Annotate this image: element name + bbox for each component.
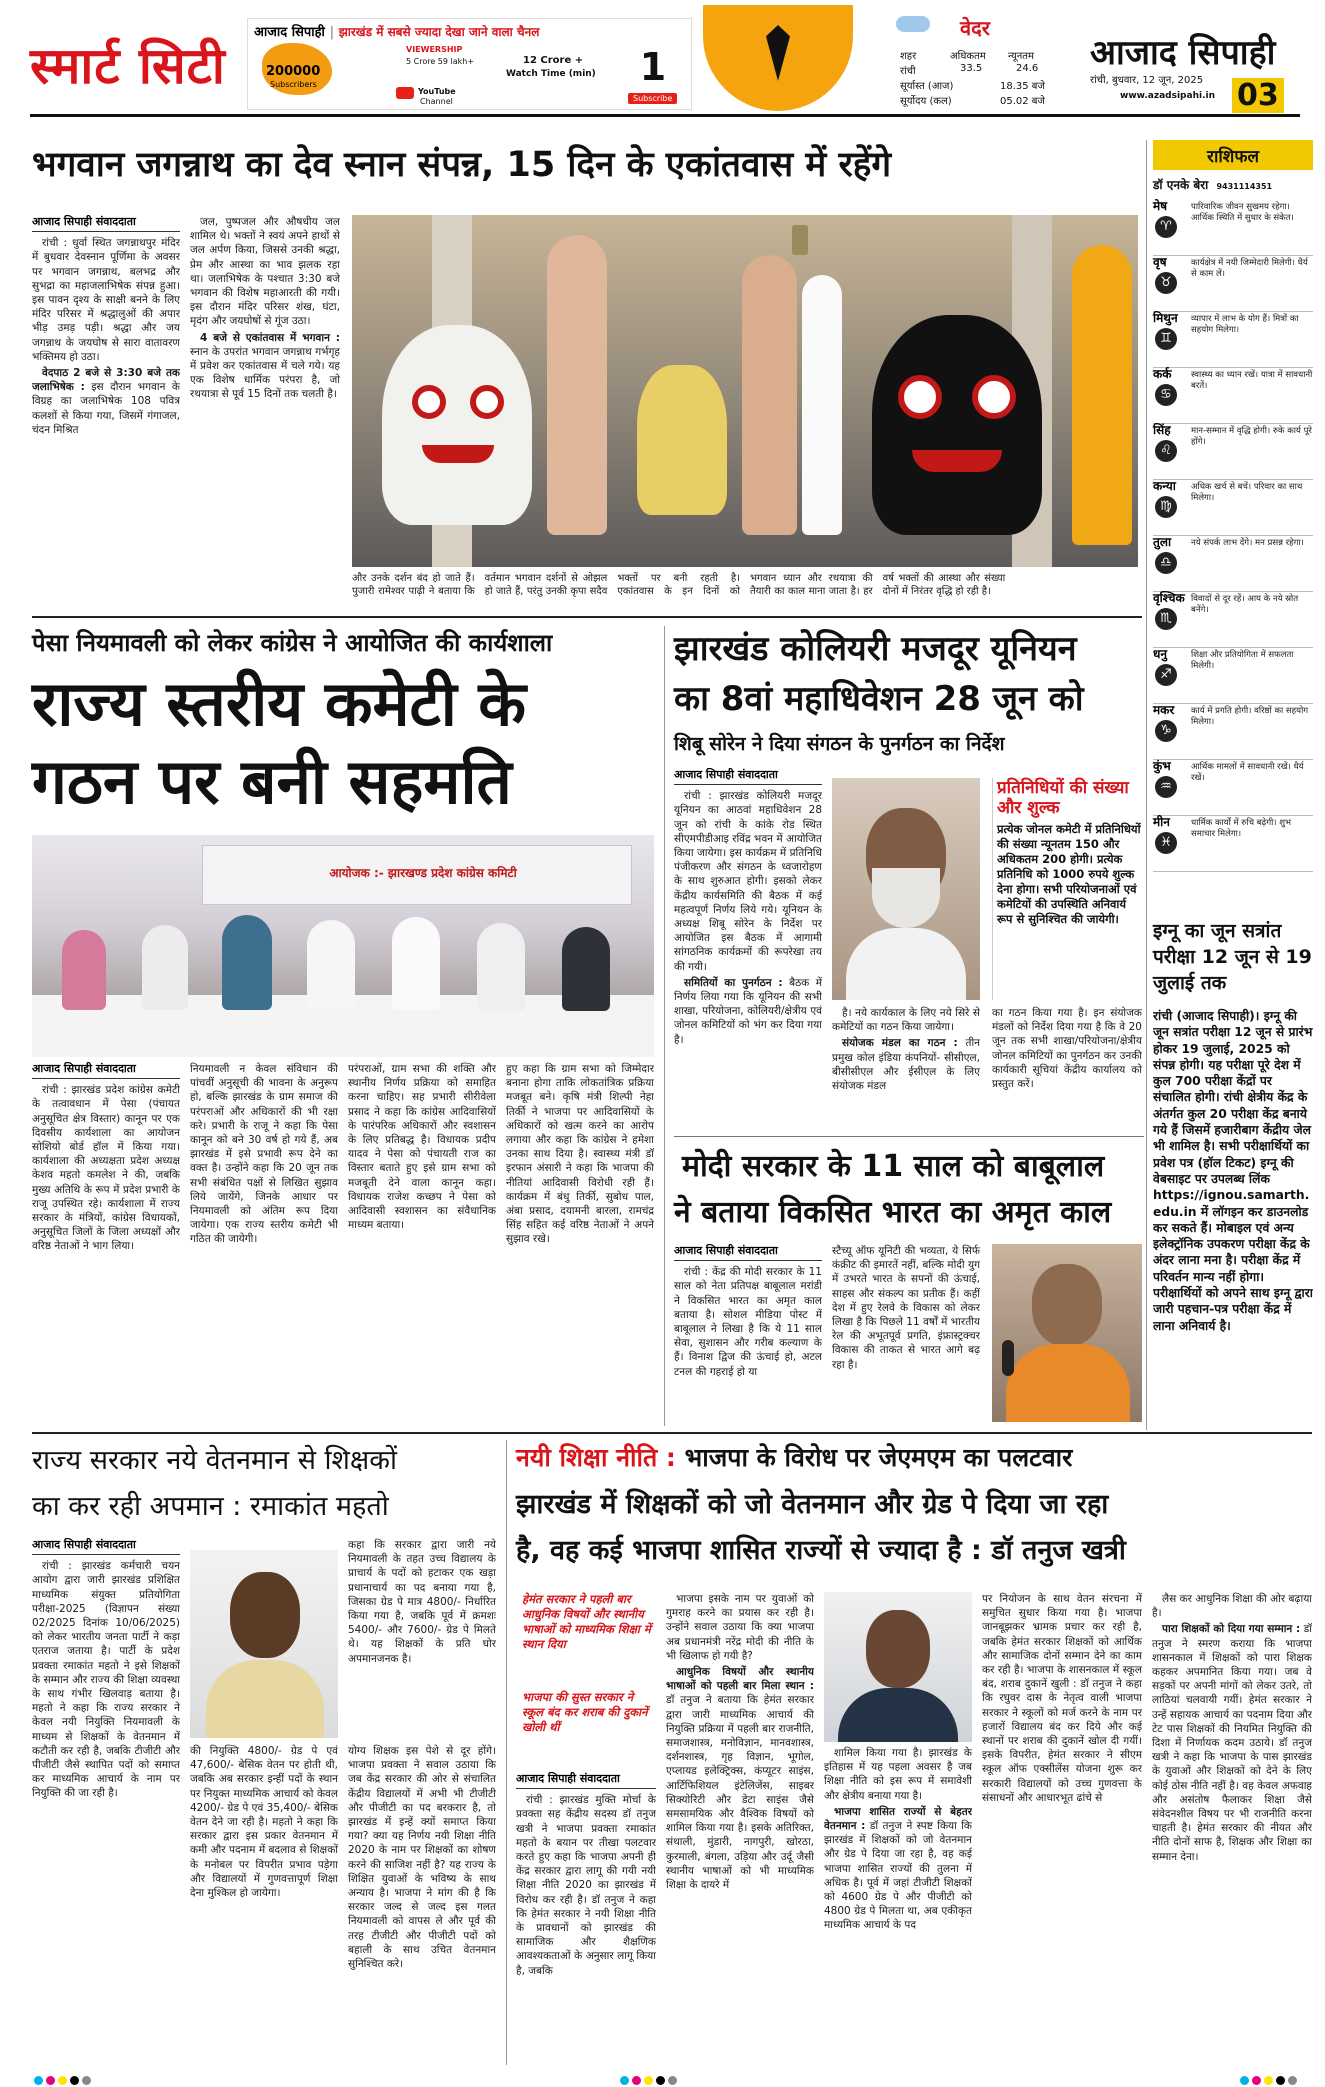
- nep-para4: शामिल किया गया है। झारखंड के इतिहास में यह पहला अवसर है जब शिक्षा नीति को इस रूप में समावेशी और क्षेत्रीय बनाया गया है।: [824, 1747, 972, 1802]
- teacher-para1: रांची : झारखंड कर्मचारी चयन आयोग द्वारा जारी झारखंड प्रशिक्षित माध्यमिक संयुक्त प्रतियोगिता परीक्षा-2025 (विज्ञापन संख्या 02/2025 दिनांक 10/06/2025) को लेकर भारतीय जनता पार्टी ने कड़ा एतराज जताया है। पार्टी के प्रदेश प्रवक्ता रमाकांत महतो ने इसे शिक्षकों के सम्मान और राज्य की शिक्षा व्यवस्था के साथ गंभीर खिलवाड़ बताया है। महतो ने कहा कि राज्य सरकार ने केवल नयी नियुक्ति नियमावली के माध्यम से शिक्षकों के वेतनमान में कटौती कर रही है, जबकि टीजीटी और पीजीटी जैसे स्थापित पदों को समाप्त कर माध्यमिक आचार्य के नाम पर नियुक्ति की जा रही है।: [32, 1560, 180, 1800]
- coal-para3: है। नये कार्यकाल के लिए नये सिरे से कमेटियों का गठन किया जायेगा।: [832, 1007, 980, 1034]
- rashifal-author-name: डॉ एनके बेरा: [1153, 178, 1209, 192]
- rashi-name: सिंह: [1153, 423, 1171, 437]
- registration-marks-center: [620, 2070, 680, 2087]
- rashifal-header: [1153, 140, 1313, 170]
- rashi-name: कन्या: [1153, 479, 1176, 493]
- registration-dot: [668, 2076, 677, 2085]
- nep-col5: [1152, 1592, 1312, 2064]
- main-story-para4: स्नान के उपरांत भगवान जगन्नाथ गर्भगृह में प्रवेश कर एकांतवास में चले गये। यह एक विशेष धार्मिक परंपरा है, जो रथयात्रा से पूर्व 15 दिनों तक चलती है।: [190, 345, 340, 401]
- dateline: रांची, बुधवार, 12 जून, 2025: [1090, 75, 1204, 86]
- rashi-prediction: मान-सम्मान में वृद्धि होगी। रुके कार्य पूरे होंगे।: [1191, 426, 1312, 447]
- priest-figure: [547, 235, 607, 535]
- stage-banner: [202, 845, 632, 905]
- nep-para3: डॉ तनुज ने बताया कि हेमंत सरकार द्वारा जारी माध्यमिक आचार्य की नियुक्ति प्रक्रिया में पहली बार राजनीति, समाजशास्त्र, मनोविज्ञान, मानवशास्त्र, दर्शनशास्त्र, गृह विज्ञान, भूगोल, एप्लायड इलेक्ट्रिक्स, कंप्यूटर साइंस, आर्टिफिशियल इंटेलिजेंस, साइबर सिक्योरिटी और डेटा साइंस जैसे समसामयिक और वैश्विक विषयों को शामिल किया गया है। इसके अतिरिक्त, संथाली, मुंडारी, नागपुरी, खोरठा, कुरमाली, बंगला, उड़िया और उर्दू जैसी स्थानीय भाषाओं को भी माध्यमिक शिक्षा के दायरे में: [666, 1694, 814, 1892]
- ad-viewership-label: VIEWERSHIP: [406, 45, 463, 54]
- rashi-row: [1153, 816, 1313, 872]
- masthead: [0, 0, 1325, 112]
- modi-para1: रांची : केंद्र की मोदी सरकार के 11 साल को नेता प्रतिपक्ष बाबूलाल मरांडी ने विकसित भारत का अमृत काल बताया है। सोशल मीडिया पोस्ट में बाबूलाल ने लिखा है कि ये 11 साल सेवा, सुशासन और गरीब कल्याण के हैं। विनाश द्विज की ऊंचाई हो, अटल टनल की गहराई हो या: [674, 1266, 822, 1378]
- pesa-byline: आजाद सिपाही संवाददाता: [32, 1062, 180, 1079]
- rashi-prediction: विवादों से दूर रहें। आय के नये स्रोत बनेंगे।: [1191, 594, 1299, 615]
- pesa-headline-line1: राज्य स्तरीय कमेटी के: [32, 667, 527, 740]
- registration-dot: [1240, 2076, 1249, 2085]
- ad-subscribers: 200000: [266, 64, 321, 79]
- zodiac-icon: ♐: [1155, 664, 1177, 686]
- temple-lamp: [792, 225, 808, 255]
- cloud-icon: [896, 16, 930, 32]
- weather-box: [860, 10, 1055, 110]
- pesa-workshop-photo: [32, 835, 654, 1057]
- ignou-text: रांची (आजाद सिपाही)। इग्नू की जून सत्रांत परीक्षा 12 जून से प्रारंभ होकर 19 जुलाई, 2025 को संपन्न होगी। यह परीक्षा पूरे देश में कुल 700 परीक्षा केंद्रों पर संचालित होगी। रांची क्षेत्रीय केंद्र के अंतर्गत कुल 20 परीक्षा केंद्र बनाये गये हैं जिसमें हजारीबाग केंद्रीय जेल भी शामिल है। सभी परीक्षार्थियों का प्रवेश पत्र (हॉल टिकट) इग्नू की वेबसाइट पर उपलब्ध लिंक https://ignou.samarth.edu.in में लॉगइन कर डाउनलोड कर सकते हैं। मोबाइल एवं अन्य इलेक्ट्रॉनिक उपकरण परीक्षा केंद्र के अंदर लाना मना है। परीक्षा केंद्र में परिवर्तन मान्य नहीं होगा। परीक्षार्थियों को अपने साथ इग्नू द्वारा जारी पहचान-पत्र परीक्षा केंद्र में लाना अनिवार्य है।: [1153, 1009, 1313, 1333]
- ad-title-tagline: झारखंड में सबसे ज्यादा देखा जाने वाला चैनल: [338, 25, 540, 39]
- pesa-para1: रांची : झारखंड प्रदेश कांग्रेस कमेटी के तत्वावधान में पेसा (पंचायत अनुसूचित क्षेत्र विस्तार) कानून पर एक दिवसीय कार्यशाला का आयोजन सोशियो बोर्ड हॉल में किया गया। कार्यशाला की अध्यक्षता प्रदेश अध्यक्ष केशव महतो कमलेश ने की, जबकि मुख्य अतिथि के रूप में प्रदेश प्रभारी के राजू उपस्थित रहे। कार्यशाला में राज्य सरकार के मंत्रियों, कांग्रेस विधायकों, अनुसूचित जिलों के जिला अध्यक्षों और वरिष्ठ नेताओं ने भाग लिया।: [32, 1084, 180, 1253]
- priest-figure: [802, 275, 842, 535]
- paper-name: आजाद सिपाही: [1090, 33, 1276, 73]
- modi-headline-line2: ने बताया विकसित भारत का अमृत काल: [674, 1195, 1112, 1230]
- rashi-prediction: अधिक खर्च से बचें। परिवार का साथ मिलेगा।: [1191, 482, 1303, 503]
- weather-header-max: अधिकतम: [950, 51, 986, 62]
- rashifal-divider: [1146, 140, 1147, 880]
- weather-city: रांची: [900, 66, 916, 77]
- idol-mouth: [912, 450, 1002, 472]
- weather-header-city: शहर: [900, 51, 917, 62]
- rashi-row: [1153, 648, 1313, 704]
- attendee-figure: [222, 915, 272, 1010]
- rashi-name: कर्क: [1153, 367, 1172, 381]
- nep-para5: डॉ तनुज ने स्पष्ट किया कि झारखंड में शिक्षकों को जो वेतनमान और ग्रेड पे दिया जा रहा है, वह कई भाजपा शासित राज्यों की तुलना में अधिक है। पूर्व में जहां टीजीटी शिक्षकों को 4600 ग्रेड पे और पीजीटी को 4800 ग्रेड पे मिलता था, अब एकीकृत माध्यमिक आचार्य के पद: [824, 1820, 972, 1932]
- zodiac-icon: ♋: [1155, 384, 1177, 406]
- coal-col3: का गठन किया गया है। इन संयोजक मंडलों को निर्देश दिया गया है कि वे 20 जून तक सभी शाखा/परियोजना/क्षेत्रीय जोनल कमिटियों का पुनर्गठन कर उनकी कार्यकारी सूचियां केंद्रीय कार्यालय को प्रस्तुत करें।: [992, 1007, 1142, 1091]
- rashifal-author: [1153, 176, 1313, 193]
- rashi-prediction: व्यापार में लाभ के योग हैं। मित्रों का सहयोग मिलेगा।: [1191, 314, 1299, 335]
- rashi-row: [1153, 480, 1313, 536]
- devotee-figure: [1072, 245, 1132, 545]
- rashi-row: [1153, 256, 1313, 312]
- modi-col1: [674, 1244, 822, 1424]
- coal-col2: [832, 1006, 980, 1130]
- nep-para1: रांची : झारखंड मुक्ति मोर्चा के प्रवक्ता सह केंद्रीय सदस्य डॉ तनुज खत्री ने भाजपा प्रवक्ता रमाकांत महतो के बयान पर तीखा पलटवार करते हुए कहा कि भाजपा अपनी ही केंद्र सरकार द्वारा लागू की गयी नयी शिक्षा नीति 2020 का झारखंड में विरोध कर रही है। डॉ तनुज ने कहा कि हेमंत सरकार ने नयी शिक्षा नीति के प्रावधानों को झारखंड की सामाजिक और शैक्षणिक आवश्यकताओं के अनुसार लागू किया है, जबकि: [516, 1794, 656, 1977]
- portrait-head: [1032, 1264, 1102, 1346]
- pesa-kicker: पेसा नियमावली को लेकर कांग्रेस ने आयोजित की कार्यशाला: [32, 629, 553, 657]
- teacher-col2-bottom: की नियुक्ति 4800/- ग्रेड पे एवं 47,600/- बेसिक वेतन पर होती थी, जबकि अब सरकार इन्हीं पदों के स्थान पर नियुक्त माध्यमिक आचार्य को केवल 4200/- ग्रेड पे एवं 35,400/- बेसिक वेतन देने जा रही है। महतो ने कहा कि सरकार द्वारा इस प्रकार वेतनमान में कमी और पदनाम में बदलाव से शिक्षकों के मनोबल पर विपरीत प्रभाव पड़ेगा और विद्यालयों में गुणवत्तापूर्ण शिक्षा देना मुश्किल हो जायेगा।: [190, 1745, 338, 1900]
- weather-min: 24.6: [1016, 63, 1039, 74]
- rashi-row: [1153, 760, 1313, 816]
- modi-byline: आजाद सिपाही संवाददाता: [674, 1244, 822, 1261]
- coal-para1: रांची : झारखंड कोलियरी मजदूर यूनियन का आठवां महाधिवेशन 28 जून को रांची के कांके रोड स्थित सीएमपीडीआइ रविंद्र भवन में आयोजित किया जायेगा। इस कार्यक्रम में प्रतिनिधि पंजीकरण और संगठन के ध्वजारोहण के साथ शुरुआत होगी। इसको लेकर केंद्रीय कार्यसमिति की बैठक में कई महत्वपूर्ण निर्णय लिये गये। यूनियन के अध्यक्ष शिबू सोरेन के निर्देश पर आयोजित इस बैठक में आगामी सांगठनिक कार्यक्रमों की रूपरेखा तय की गयी।: [674, 790, 822, 973]
- ad-title-brand: आजाद सिपाही: [254, 25, 325, 40]
- registration-marks-right: [1240, 2070, 1300, 2087]
- coal-box-text: प्रत्येक जोनल कमेटी में प्रतिनिधियों की संख्या न्यूनतम 150 और अधिकतम 200 होगी। प्रत्येक प्रतिनिधि को 1000 रुपये शुल्क देना होगा। सभी परियोजनाओं एवं कमेटियों की उपस्थिति अनिवार्य रूप से सुनिश्चित की जायेगी।: [997, 822, 1141, 926]
- main-story-col2: [190, 215, 340, 595]
- jagannath-snan-photo: [352, 215, 1138, 567]
- ignou-headline: इग्नू का जून सत्रांत परीक्षा 12 जून से 19 जुलाई तक: [1153, 920, 1312, 994]
- attendee-figure: [142, 925, 188, 1010]
- column-divider: [1146, 880, 1147, 1430]
- balabhadra-idol: [382, 325, 532, 525]
- rashi-row: [1153, 368, 1313, 424]
- portrait-body: [206, 1660, 324, 1738]
- main-photo-caption: और उनके दर्शन बंद हो जाते हैं। पुजारी रामेश्वर पाढ़ी ने बताया कि वर्तमान भगवान दर्शनों से ओझल हो जाते हैं, परंतु उनकी कृपा सदैव भक्तों पर बनी रहती है। एकांतवास के इन दिनों को भगवान ध्यान और रथयात्रा की तैयारी का काल माना जाता है। हर वर्ष भक्तों की आस्था और संख्या दोनों में निरंतर वृद्धि हो रही है।: [352, 573, 1006, 597]
- nep-para6: लैस कर आधुनिक शिक्षा की ओर बढ़ाया है।: [1152, 1593, 1312, 1620]
- nep-kicker: नयी शिक्षा नीति :: [516, 1443, 676, 1472]
- rashi-prediction: आर्थिक मामलों में सावधानी रखें। धैर्य रखें।: [1191, 762, 1304, 783]
- shibu-soren-photo: [832, 778, 980, 1000]
- nep-kicker-rest: भाजपा के विरोध पर जेएमएम का पलटवार: [684, 1443, 1073, 1472]
- registration-dot: [1288, 2076, 1297, 2085]
- zodiac-icon: ♏: [1155, 608, 1177, 630]
- registration-dot: [620, 2076, 629, 2085]
- teacher-headline-line2: का कर रही अपमान : रमाकांत महतो: [32, 1491, 389, 1522]
- subscribe-button[interactable]: Subscribe: [628, 93, 677, 104]
- zodiac-icon: ♍: [1155, 496, 1177, 518]
- attendee-figure: [392, 917, 440, 1010]
- babulal-photo: [992, 1244, 1142, 1422]
- idol-mouth: [422, 445, 494, 463]
- section-rule: [32, 616, 1142, 618]
- coal-info-box: [992, 778, 1142, 1000]
- rashi-prediction: पारिवारिक जीवन सुखमय रहेगा। आर्थिक स्थिति में सुधार के संकेत।: [1191, 202, 1294, 223]
- idol-eye: [972, 375, 1016, 419]
- award-number-icon: 1: [639, 45, 667, 89]
- nep-col1: [516, 1772, 656, 2064]
- rashi-prediction: कार्य में प्रगति होगी। वरिष्ठों का सहयोग मिलेगा।: [1191, 706, 1309, 727]
- pen-nib-logo: [703, 5, 853, 111]
- rashi-name: वृष: [1153, 255, 1167, 269]
- pesa-col2: नियमावली न केवल संविधान की पांचवीं अनुसूची की भावना के अनुरूप हो, बल्कि झारखंड के ग्राम समाज की परंपराओं और अधिकारों की भी रक्षा करे। प्रभारी के राजू ने कहा कि पेसा कानून को बने 30 वर्ष हो गये हैं, अब झारखंड में इसे प्रभावी रूप देने का वक्त है। उन्होंने कहा कि 20 जून तक सभी संबंधित पक्षों से लिखित सुझाव लिये जायेंगे, जिनके आधार पर नियमावली को अंतिम रूप दिया जायेगा। एक राज्य स्तरीय कमेटी भी गठित की जायेगी।: [190, 1063, 338, 1246]
- rashi-name: मीन: [1153, 815, 1170, 829]
- ad-watch-time-label: Watch Time (min): [506, 69, 596, 79]
- coal-sub1: समितियों का पुनर्गठन :: [684, 976, 783, 989]
- nep-byline: आजाद सिपाही संवाददाता: [516, 1772, 656, 1789]
- rashi-prediction: कार्यक्षेत्र में नयी जिम्मेदारी मिलेगी। धैर्य से काम लें।: [1191, 258, 1308, 279]
- nep-para2: भाजपा इसके नाम पर युवाओं को गुमराह करने का प्रयास कर रही है। उन्होंने सवाल उठाया कि क्या भाजपा अब प्रधानमंत्री नरेंद्र मोदी की नीति के भी खिलाफ हो गयी है?: [666, 1593, 814, 1662]
- registration-dot: [632, 2076, 641, 2085]
- microphone-icon: [1002, 1340, 1014, 1376]
- registration-dot: [1264, 2076, 1273, 2085]
- portrait-head: [230, 1572, 300, 1658]
- nep-col2: [666, 1592, 814, 2064]
- channel-ad[interactable]: [247, 18, 692, 110]
- teacher-byline: आजाद सिपाही संवाददाता: [32, 1538, 180, 1555]
- rashifal-phone: 9431114351: [1216, 182, 1273, 191]
- zodiac-icon: ♌: [1155, 440, 1177, 462]
- main-story-para3: जल, पुष्पजल और औषधीय जल शामिल थे। भक्तों ने स्वयं अपने हाथों से जल अर्पण किया, जिससे उनकी श्रद्धा, प्रेम और आस्था का भाव झलक रहा था। जलाभिषेक के पश्चात 3:30 बजे भगवान की विशेष महाआरती की गयी। इस दौरान मंदिर परिसर शंख, घंटा, मृदंग और जयघोषों से गूंज उठा।: [190, 216, 340, 328]
- rashifal-title: राशिफल: [1207, 147, 1259, 167]
- ad-youtube-label: YouTube: [418, 87, 456, 96]
- rashi-row: [1153, 704, 1313, 760]
- tanuj-khatri-photo: [824, 1592, 972, 1742]
- teacher-col2-top: कहा कि सरकार द्वारा जारी नये नियमावली के तहत उच्च विद्यालय के प्राचार्य के पदों को हटाकर एक खड़ा प्रधानाचार्य का पद बनाया गया है, जिसका ग्रेड पे मात्र 4800/- निर्धारित किया गया है, जबकि पूर्व में क्रमशः 5400/- और 7600/- ग्रेड पे मिलते थे। यह शिक्षकों के प्रति घोर अपमानजनक है।: [348, 1539, 496, 1665]
- column-divider: [506, 1440, 507, 2065]
- banner-text: आयोजक :- झारखण्ड प्रदेश कांग्रेस कमिटी: [329, 866, 517, 880]
- priest-figure: [742, 255, 797, 535]
- weather-header-min: न्यूनतम: [1008, 51, 1034, 62]
- registration-dot: [656, 2076, 665, 2085]
- zodiac-icon: ♑: [1155, 720, 1177, 742]
- coal-col1: [674, 768, 822, 1130]
- rashi-row: [1153, 200, 1313, 256]
- zodiac-icon: ♈: [1155, 216, 1177, 238]
- weather-title: वेदर: [960, 16, 990, 40]
- rashi-prediction: शिक्षा और प्रतियोगिता में सफलता मिलेगी।: [1191, 650, 1294, 671]
- rashi-name: तुला: [1153, 535, 1172, 549]
- ad-subscribers-label: Subscribers: [270, 80, 317, 89]
- teacher-headline-line1: राज्य सरकार नये वेतनमान से शिक्षकों: [32, 1445, 397, 1476]
- attendee-figure: [477, 923, 525, 1011]
- nep-kicker-row: [516, 1440, 1312, 1474]
- website[interactable]: www.azadsipahi.in: [1120, 91, 1215, 101]
- pesa-col1: [32, 1062, 180, 1422]
- teacher-col3: योग्य शिक्षक इस पेशे से दूर होंगे। भाजपा प्रवक्ता ने सवाल उठाया कि जब केंद्र सरकार की ओर से संचालित केंद्रीय विद्यालयों में अभी भी टीजीटी और पीजीटी का पद बरकरार है, तो झारखंड में इन्हें क्यों समाप्त किया गया? क्या यह निर्णय नयी शिक्षा नीति 2020 के नाम पर शिक्षकों का शोषण करने की साजिश नहीं है? यह राज्य के शिक्षित युवाओं के भविष्य के साथ अन्याय है। भाजपा ने मांग की है कि सरकार जल्द से जल्द इस गलत नियमावली को वापस ले और पूर्व की तरह टीजीटी और पीजीटी पदों को बहाली के साथ उचित वेतनमान सुनिश्चित करे।: [348, 1745, 496, 1971]
- rashi-name: कुंभ: [1153, 759, 1171, 773]
- nep-pullquote-1: हेमंत सरकार ने पहली बार आधुनिक विषयों और स्थानीय भाषाओं को माध्यमिक शिक्षा में स्थान दिया: [522, 1592, 651, 1651]
- coal-box-title: प्रतिनिधियों की संख्या और शुल्क: [997, 778, 1129, 818]
- ad-channel-label: Channel: [420, 97, 453, 106]
- idol-eye: [470, 385, 504, 419]
- coal-sub2: संयोजक मंडल का गठन :: [842, 1037, 958, 1050]
- rashi-row: [1153, 312, 1313, 368]
- nep-headline-line2: है, वह कई भाजपा शासित राज्यों से ज्यादा है : डॉ तनुज खत्री: [516, 1535, 1126, 1566]
- coal-headline-line2: का 8वां महाधिवेशन 28 जून को: [674, 679, 1084, 719]
- rashi-name: मकर: [1153, 703, 1175, 717]
- ad-watch-time: 12 Crore +: [523, 55, 584, 66]
- main-story-para2: इस दौरान भगवान के विग्रह का जलाभिषेक 108 पवित्र कलशों से किया गया, जिसमें गंगाजल, चंदन मिश्रित: [32, 381, 180, 436]
- zodiac-icon: ♎: [1155, 552, 1177, 574]
- coal-headline-line1: झारखंड कोलियरी मजदूर यूनियन: [674, 629, 1077, 669]
- zodiac-icon: ♉: [1155, 272, 1177, 294]
- rashi-prediction: धार्मिक कार्यों में रुचि बढ़ेगी। शुभ समाचार मिलेगा।: [1191, 818, 1291, 839]
- portrait-head: [866, 1610, 930, 1688]
- rashi-name: मिथुन: [1153, 311, 1178, 325]
- ad-viewership-value: 5 Crore 59 lakh+: [406, 57, 475, 66]
- registration-dot: [82, 2076, 91, 2085]
- nep-pullquote-2: भाजपा की सुस्त सरकार ने स्कूल बंद कर शराब की दुकानें खोली थीं: [522, 1690, 648, 1734]
- sunrise-label: सूर्योदय (कल): [900, 96, 952, 107]
- registration-dot: [1276, 2076, 1285, 2085]
- coal-byline: आजाद सिपाही संवाददाता: [674, 768, 822, 785]
- coal-para4: तीन प्रमुख कोल इंडिया कंपनियों- सीसीएल, बीसीसीएल और ईसीएल के लिए संयोजक मंडल: [832, 1037, 980, 1093]
- nep-col4: पर नियोजन के साथ वेतन संरचना में समुचित सुधार किया गया है। भाजपा जानबूझकर भ्रामक प्रचार कर रही है, जबकि हेमंत सरकार शिक्षकों को आर्थिक और सामाजिक दोनों सम्मान देने का काम कर रही है। भाजपा के शासनकाल में स्कूल बंद, शराब दुकानें खुली : डॉ तनुज ने कहा कि रघुवर दास के नेतृत्व वाली भाजपा सरकार ने स्कूलों को मर्ज करने के नाम पर हजारों विद्यालय बंद कर दिये और कई स्थानों पर शराब की दुकानें खोल दी गयीं। इसके विपरीत, हेमंत सरकार ने सीएम स्कूल ऑफ एक्सीलेंस योजना शुरू कर सरकारी विद्यालयों को उच्च गुणवत्ता के संसाधनों और आधारभूत ढांचे से: [982, 1593, 1142, 1804]
- portrait-beard: [872, 868, 940, 928]
- pesa-col3: परंपराओं, ग्राम सभा की शक्ति और स्थानीय निर्णय प्रक्रिया को समाहित करना चाहिए। सह प्रभारी सीरीवेला प्रसाद ने कहा कि कांग्रेस आदिवासियों के पारंपरिक अधिकारों और स्वशासन के लिए प्रतिबद्ध है। विधायक प्रदीप यादव ने पेसा को पंचायती राज का विस्तार बताते हुए इसे ग्राम सभा को मजबूती देने वाला कानून कहा। विधायक राजेश कच्छप ने पेसा को आदिवासी स्वशासन का संवैधानिक माध्यम बताया।: [348, 1063, 496, 1232]
- main-story-para1: रांची : धुर्वा स्थित जगन्नाथपुर मंदिर में बुधवार देवस्नान पूर्णिमा के अवसर पर भगवान जगन्नाथ, बलभद्र और सुभद्रा का महाजलाभिषेक संपन्न हुआ। इस पावन दृश्य के साक्षी बनने के लिए मंदिर परिसर में श्रद्धालुओं की अपार भीड़ उमड़ पड़ी। श्रद्धा और जय जगन्नाथ के जयघोष से सारा वातावरण भक्तिमय हो उठा।: [32, 237, 180, 363]
- rashi-name: धनु: [1153, 647, 1168, 661]
- portrait-body: [846, 928, 966, 1000]
- ad-title: आजाद सिपाही | झारखंड में सबसे ज्यादा देखा जाने वाला चैनल: [254, 25, 540, 40]
- nep-col3: [824, 1746, 972, 2064]
- sunset-label: सूर्यास्त (आज): [900, 81, 954, 92]
- rashi-prediction: नये संपर्क लाभ देंगे। मन प्रसन्न रहेगा।: [1191, 538, 1304, 548]
- portrait-body: [838, 1688, 958, 1742]
- rashi-name: वृश्चिक: [1153, 591, 1185, 605]
- nep-sub1: आधुनिक विषयों और स्थानीय भाषाओं को पहली बार मिला स्थान :: [666, 1666, 814, 1693]
- rashi-row: [1153, 592, 1313, 648]
- modi-col2: स्टैच्यू ऑफ यूनिटी की भव्यता, ये सिर्फ कंक्रीट की इमारतें नहीं, बल्कि मोदी युग में उभरते भारत के सपनों की ऊंचाई, साहस और संकल्प का प्रतीक हैं। कहीं देश में हुए रेलवे के विकास को लेकर लिखा है कि पिछले 11 वर्षों में भारतीय रेल की अभूतपूर्व प्रगति, इंफ्रास्ट्रक्चर विकास की ताकत से भारत आगे बढ़ रहा है।: [832, 1245, 980, 1371]
- zodiac-icon: ♓: [1155, 832, 1177, 854]
- nep-para7: डॉ तनुज ने स्मरण कराया कि भाजपा शासनकाल में शिक्षकों को पारा शिक्षक कहकर अपमानित किया गया। जब वे सड़कों पर अपनी मांगों को लेकर उतरे, तो लाठियां चलवायी गयीं। हेमंत सरकार ने उन्हें सहायक आचार्य का पदनाम दिया और टेट पास शिक्षकों की नियमित नियुक्ति की दिशा में निर्णायक कदम उठाये। डॉ तनुज खत्री ने कहा कि भाजपा के पास झारखंड के युवाओं और शिक्षकों को देने के लिए कोई ठोस नीति नहीं है। वह केवल अफवाह और असंतोष फैलाकर शिक्षा जैसे संवेदनशील विषय पर भी राजनीति करना चाहती है। हेमंत सरकार की नीयत और नीति दोनों साफ है, शिक्षक और शिक्षा का सम्मान देना।: [1152, 1623, 1312, 1863]
- teacher-col1: [32, 1538, 180, 2063]
- rashi-row: [1153, 424, 1313, 480]
- nep-sub2: भाजपा शासित राज्यों से बेहतर वेतनमान :: [824, 1805, 972, 1833]
- main-story-sub2: 4 बजे से एकांतवास में भगवान :: [200, 331, 340, 344]
- main-headline: भगवान जगन्नाथ का देव स्नान संपन्न, 15 दिन के एकांतवास में रहेंगे: [32, 145, 892, 185]
- coal-para2: बैठक में निर्णय लिया गया कि यूनियन की सभी शाखा, परियोजना, कोलियरी/क्षेत्रीय एवं जोनल कमिटियों को भंग कर दिया गया है।: [674, 976, 822, 1046]
- attendee-figure: [62, 930, 106, 1010]
- pesa-col4: हुए कहा कि ग्राम सभा को जिम्मेदार बनाना होगा ताकि लोकतांत्रिक प्रक्रिया मजबूत बने। कृषि मंत्री शिल्पी नेहा तिर्की ने भाजपा पर आदिवासियों के अधिकारों को खत्म करने का आरोप लगाया और कहा कि कांग्रेस ने हमेशा उनका साथ दिया है। स्वास्थ्य मंत्री डॉ इरफान अंसारी ने कहा कि भाजपा की नीतियां आदिवासी विरोधी रही हैं। कार्यक्रम में बंधु तिर्की, सुबोध पाल, अंबा प्रसाद, दयामनी बारला, रामचंद्र सिंह सहित कई वरिष्ठ नेताओं ने अपने सुझाव रखे।: [506, 1063, 654, 1246]
- registration-dot: [70, 2076, 79, 2085]
- page-number: 03: [1232, 78, 1284, 113]
- idol-eye: [412, 385, 446, 419]
- modi-headline-line1: मोदी सरकार के 11 साल को बाबूलाल: [682, 1149, 1105, 1184]
- portrait-body: [1006, 1344, 1130, 1422]
- zodiac-icon: ♊: [1155, 328, 1177, 350]
- registration-dot: [644, 2076, 653, 2085]
- main-story-byline: आजाद सिपाही संवाददाता: [32, 215, 180, 232]
- brand-title: स्मार्ट सिटी: [30, 37, 226, 95]
- rashi-row: [1153, 536, 1313, 592]
- column-divider: [664, 626, 665, 1426]
- ramakant-photo: [190, 1550, 338, 1738]
- rashi-name: मेष: [1153, 199, 1168, 213]
- masthead-rule: [30, 114, 1300, 117]
- registration-dot: [1252, 2076, 1261, 2085]
- main-story-col1: [32, 215, 180, 595]
- nep-sub3: पारा शिक्षकों को दिया गया सम्मान :: [1162, 1623, 1301, 1636]
- coal-subhead: शिबू सोरेन ने दिया संगठन के पुनर्गठन का निर्देश: [674, 733, 1005, 755]
- pen-nib-icon: [766, 25, 790, 81]
- main-story-sub1: वेदपाठ 2 बजे से 3:30 बजे तक जलाभिषेक :: [32, 367, 180, 394]
- attendee-figure: [307, 920, 355, 1010]
- registration-marks-left: [34, 2070, 94, 2087]
- section-rule: [674, 1136, 1144, 1137]
- subhadra-idol: [637, 365, 727, 515]
- sunset-value: 18.35 बजे: [1000, 81, 1045, 92]
- registration-dot: [46, 2076, 55, 2085]
- attendee-figure: [562, 927, 610, 1011]
- sunrise-value: 05.02 बजे: [1000, 96, 1045, 107]
- section-rule: [32, 1432, 1312, 1434]
- rashi-prediction: स्वास्थ्य का ध्यान रखें। यात्रा में सावधानी बरतें।: [1191, 370, 1313, 391]
- registration-dot: [34, 2076, 43, 2085]
- pesa-headline-line2: गठन पर बनी सहमति: [32, 745, 512, 818]
- youtube-icon: [396, 87, 414, 99]
- idol-eye: [898, 375, 942, 419]
- nep-headline-line1: झारखंड में शिक्षकों को जो वेतनमान और ग्रेड पे दिया जा रहा: [516, 1489, 1109, 1520]
- registration-dot: [58, 2076, 67, 2085]
- jagannath-idol: [872, 315, 1042, 535]
- zodiac-icon: ♒: [1155, 776, 1177, 798]
- weather-max: 33.5: [960, 63, 983, 74]
